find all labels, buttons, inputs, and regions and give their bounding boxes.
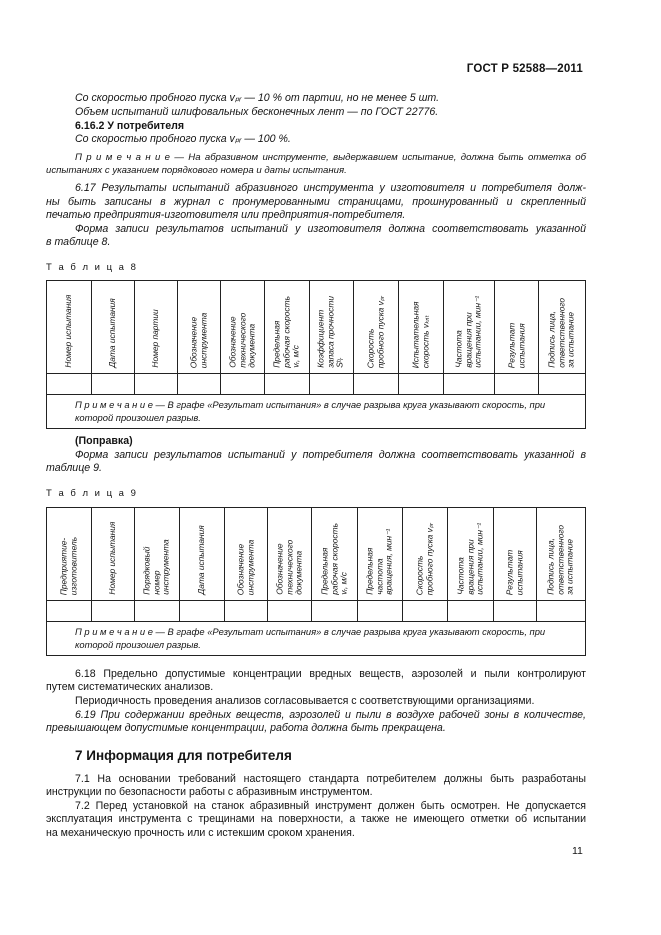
- table8-header-text: [366, 296, 385, 368]
- table8-header-text: [273, 296, 302, 368]
- intro-line-1: Со скоростью пробного пуска vₚᵣ — 10 % от партии, но не менее 5 шт.: [75, 92, 440, 104]
- table8-header-cell: [265, 281, 310, 373]
- amend-line-1: Форма записи результатов испытаний у потребителя должна соответствовать указанной в: [75, 449, 586, 461]
- table-8-caption: Т а б л и ц а 8: [46, 262, 138, 273]
- table9-empty-cell: [537, 601, 585, 621]
- section-7-title: 7 Информация для потребителя: [75, 748, 292, 763]
- table9-header-cell: [358, 508, 403, 600]
- table9-header-text: [59, 537, 78, 595]
- p71-line-1: 7.1 На основании требований настоящего стандарта потребителем должны быть разработаны: [75, 773, 586, 785]
- table9-header-line: Предельная: [319, 547, 330, 595]
- table9-header-text: [108, 522, 118, 595]
- table9-header-cell: [92, 508, 135, 600]
- table9-header-line: технического: [283, 539, 294, 595]
- table8-empty-cell: [221, 374, 265, 394]
- table8-header-line: Скорость: [365, 328, 376, 368]
- table8-header-line: Подпись лица,: [546, 311, 557, 368]
- p617-line-3: печатью предприятия-изготовителя или предприятия-потребителя.: [46, 209, 406, 221]
- document-id: ГОСТ Р 52588—2011: [466, 63, 583, 75]
- table8-header-cell: [444, 281, 496, 373]
- table9-header-line: документа: [293, 551, 304, 595]
- table9-header-cell: [180, 508, 225, 600]
- table8-header-line: Предельная: [271, 320, 282, 368]
- table9-header-line: Частота: [455, 557, 466, 595]
- table9-header-line: испытании, мин⁻¹: [474, 523, 485, 595]
- table9-header-line: Предельная: [364, 547, 375, 595]
- table8-header-line: Номер партии: [149, 309, 160, 368]
- table8-header-line: vᵣ, м/с: [290, 345, 301, 368]
- intro-line-3: Со скоростью пробного пуска vₚᵣ — 100 %.: [75, 133, 291, 145]
- table-8-note: П р и м е ч а н и е — В графе «Результат испытания» в случае разрыва круга указывают скорость, при которой произошел разрыв.: [75, 399, 546, 423]
- table8-header-line: Номер испытания: [63, 295, 74, 368]
- table8-empty-cell: [92, 374, 135, 394]
- table8-header-line: скорость vₖᵣᵢₜ: [419, 315, 430, 368]
- table9-empty-cell: [92, 601, 135, 621]
- table-8: [46, 280, 586, 429]
- table8-empty-cell: [399, 374, 444, 394]
- table8-header-line: Результат: [506, 322, 517, 368]
- table9-header-line: Номер испытания: [107, 522, 118, 595]
- table8-header-line: Sᵇᵣ: [335, 358, 346, 368]
- table8-header-line: Обозначение: [227, 316, 238, 368]
- table8-header-line: за испытание: [565, 312, 576, 368]
- table9-header-line: номер: [151, 570, 162, 595]
- table8-header-line: испытании, мин⁻¹: [472, 296, 483, 368]
- table9-header-line: vᵣ, м/с: [338, 572, 349, 595]
- table8-header-line: ответственного: [556, 298, 567, 368]
- table9-header-cell: [47, 508, 92, 600]
- table8-header-text: [64, 295, 74, 368]
- table8-header-text: [228, 313, 257, 368]
- table8-header-cell: [354, 281, 399, 373]
- table8-empty-cell: [310, 374, 354, 394]
- p619-line-1: 6.19 При содержании вредных веществ, аэрозолей и пыли в воздухе рабочей зоны в количестве,: [75, 709, 586, 721]
- table8-header-line: технического: [236, 312, 247, 368]
- table8-header-line: Обозначение: [188, 316, 199, 368]
- table9-empty-cell: [135, 601, 180, 621]
- table-9-caption: Т а б л и ц а 9: [46, 488, 138, 499]
- table9-header-cell: [312, 508, 358, 600]
- table9-header-text: [320, 523, 349, 595]
- table9-header-cell: [494, 508, 537, 600]
- amendment-label: (Поправка): [75, 435, 133, 447]
- p71-line-2: инструкции по безопасности работы с абразивным инструментом.: [46, 786, 373, 798]
- table9-header-text: [366, 529, 395, 595]
- table8-header-cell: [399, 281, 444, 373]
- table9-header-text: [456, 523, 485, 595]
- table8-header-cell: [178, 281, 222, 373]
- table8-header-text: [455, 296, 484, 368]
- table9-header-cell: [537, 508, 585, 600]
- table9-header-cell: [135, 508, 180, 600]
- table8-empty-cell: [265, 374, 310, 394]
- table9-header-line: Обозначение: [274, 543, 285, 595]
- table9-header-line: Предприятие-: [58, 537, 69, 595]
- table9-empty-cell: [358, 601, 403, 621]
- table8-header-text: [317, 296, 346, 368]
- table8-header-text: [507, 323, 526, 368]
- table9-header-line: Порядковый: [141, 546, 152, 595]
- table9-empty-cell: [403, 601, 448, 621]
- table9-header-cell: [448, 508, 494, 600]
- p617-line-4: Форма записи результатов испытаний у изготовителя должна соответствовать указанной: [75, 223, 586, 235]
- table8-header-line: инструмента: [197, 312, 208, 368]
- table-8-header-row: [47, 281, 585, 374]
- intro-line-2: Объем испытаний шлифовальных бесконечных лент — по ГОСТ 22776.: [75, 106, 439, 118]
- p617-line-1: 6.17 Результаты испытаний абразивного инструмента у изготовителя и потребителя долж-: [75, 182, 586, 194]
- table9-header-line: инструмента: [160, 539, 171, 595]
- subsection-heading: 6.16.2 У потребителя: [75, 120, 184, 132]
- table8-header-line: Коэффициент: [316, 310, 327, 368]
- table9-header-line: инструмента: [245, 539, 255, 595]
- table9-header-line: ответственного: [555, 525, 566, 595]
- table9-header-line: изготовитель: [68, 536, 78, 595]
- table9-header-line: Скорость: [414, 555, 425, 595]
- table8-header-cell: [310, 281, 354, 373]
- table8-empty-cell: [495, 374, 539, 394]
- table9-header-line: Результат: [504, 549, 515, 595]
- table9-empty-cell: [268, 601, 312, 621]
- table9-header-text: [197, 526, 207, 595]
- table8-header-line: документа: [246, 324, 257, 368]
- table9-header-line: рабочая скорость: [328, 523, 339, 595]
- page-number: 11: [572, 845, 583, 857]
- table8-header-line: Испытательная: [410, 301, 421, 368]
- table9-header-text: [505, 550, 524, 595]
- table9-empty-cell: [225, 601, 268, 621]
- table8-header-cell: [135, 281, 178, 373]
- table9-header-cell: [268, 508, 312, 600]
- table8-header-text: [411, 301, 430, 368]
- table-9-header-row: [47, 508, 585, 601]
- p72-line-2: эксплуатация инструмента с трещинами на поверхности, а также не имеющего отметки об испытании: [46, 813, 586, 825]
- p618-line-2: путем систематических анализов.: [46, 681, 214, 693]
- table9-header-line: Обозначение: [235, 543, 246, 595]
- table8-header-line: Дата испытания: [106, 298, 117, 368]
- table9-header-line: Подпись лица,: [545, 538, 556, 595]
- table9-empty-cell: [180, 601, 225, 621]
- table-9-note: П р и м е ч а н и е — В графе «Результат испытания» в случае разрыва круга указывают скорость, при которой произошел разрыв.: [75, 626, 546, 650]
- table9-header-line: Дата испытания: [196, 525, 207, 595]
- p72-line-1: 7.2 Перед установкой на станок абразивный инструмент должен быть осмотрен. Не допускается: [75, 800, 586, 812]
- p618-line-1: 6.18 Предельно допустимые концентрации вредных веществ, аэрозолей и пыли контролируют: [75, 668, 586, 680]
- table9-header-text: [236, 540, 255, 595]
- table9-header-cell: [225, 508, 268, 600]
- table-9-empty-row: [47, 601, 585, 622]
- table9-header-line: частота: [374, 558, 385, 595]
- table-9: [46, 507, 586, 656]
- p618-line-3: Периодичность проведения анализов согласовывается с соответствующими организациями.: [75, 695, 535, 707]
- table8-header-line: вращения при: [463, 312, 474, 368]
- table9-header-cell: [403, 508, 448, 600]
- table8-header-text: [189, 313, 208, 368]
- amend-line-2: таблице 9.: [46, 462, 102, 474]
- table8-empty-cell: [135, 374, 178, 394]
- p72-line-3: на механическую прочность или с истекшим сроком хранения.: [46, 827, 355, 839]
- table9-empty-cell: [448, 601, 494, 621]
- table9-header-text: [415, 523, 434, 595]
- table9-header-text: [143, 540, 172, 595]
- table9-header-text: [275, 540, 304, 595]
- table9-header-line: вращения, мин⁻¹: [383, 528, 394, 595]
- note-1-line-1: П р и м е ч а н и е — На абразивном инструменте, выдержавшем испытание, должна быть отметка об: [75, 152, 586, 163]
- table9-header-line: испытания: [514, 550, 524, 595]
- table8-header-cell: [92, 281, 135, 373]
- table8-header-cell: [221, 281, 265, 373]
- table8-empty-cell: [178, 374, 222, 394]
- table9-empty-cell: [494, 601, 537, 621]
- table9-header-line: за испытание: [564, 539, 575, 595]
- table9-header-text: [547, 525, 576, 595]
- table8-header-cell: [47, 281, 92, 373]
- table8-header-line: рабочая скорость: [281, 296, 292, 368]
- table8-header-text: [151, 310, 161, 368]
- p619-line-2: превышающем допустимые концентрации, работа должна быть прекращена.: [46, 722, 446, 734]
- table8-empty-cell: [47, 374, 92, 394]
- table8-header-line: пробного пуска vₚᵣ: [374, 295, 385, 368]
- table9-header-line: пробного пуска vₚᵣ: [424, 522, 434, 595]
- table8-header-line: запаса прочности: [325, 296, 336, 368]
- p617-line-2: ны быть записаны в журнал с пронумерованными страницами, прошнурованный и скрепленный: [46, 196, 586, 208]
- table8-empty-cell: [539, 374, 585, 394]
- table8-header-line: Частота: [453, 330, 464, 368]
- table-8-empty-row: [47, 374, 585, 395]
- p617-line-5: в таблице 8.: [46, 236, 111, 248]
- table9-empty-cell: [47, 601, 92, 621]
- table9-empty-cell: [312, 601, 358, 621]
- table8-header-line: испытания: [515, 323, 526, 368]
- table8-empty-cell: [444, 374, 496, 394]
- note-1-line-2: испытаниях с указанием порядкового номера и даты испытания.: [46, 165, 347, 176]
- table8-header-text: [108, 299, 118, 368]
- table8-header-text: [548, 298, 577, 368]
- table8-empty-cell: [354, 374, 399, 394]
- table8-header-cell: [539, 281, 585, 373]
- table8-header-cell: [495, 281, 539, 373]
- table9-header-line: вращения при: [464, 539, 475, 595]
